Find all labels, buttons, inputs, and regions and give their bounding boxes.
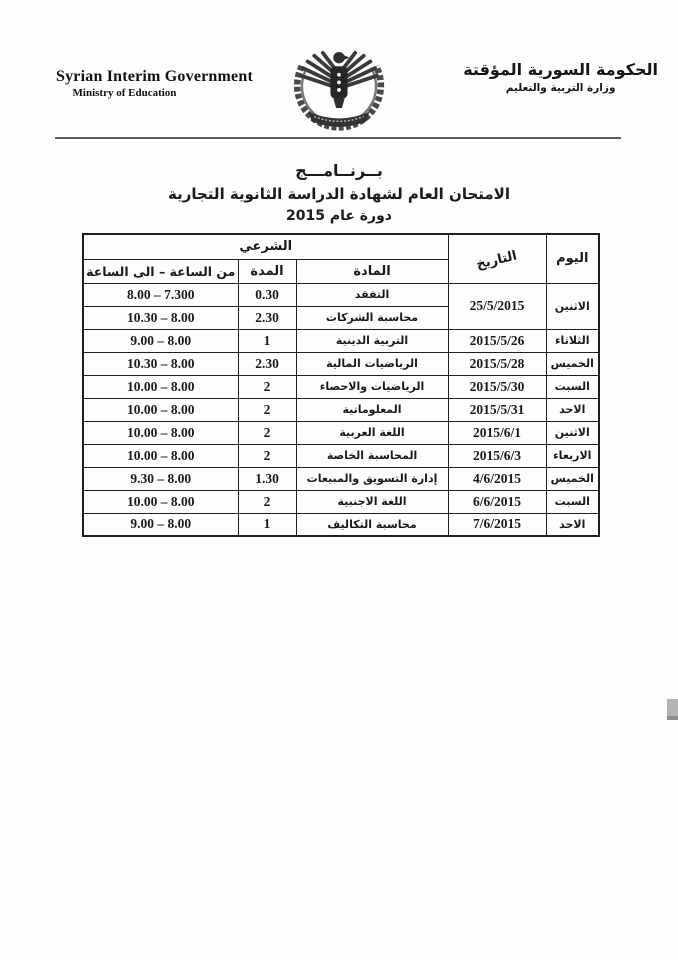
date-cell: 2015/5/30 (448, 375, 546, 398)
day-cell: الثلاثاء (546, 329, 599, 352)
subject-cell: المعلوماتية (296, 398, 448, 421)
table-row (83, 467, 599, 490)
day-cell: الاثنين (546, 421, 599, 444)
duration-cell: 2 (238, 375, 296, 398)
table-row (83, 513, 599, 536)
duration-cell: 1.30 (238, 467, 296, 490)
date-cell: 2015/6/3 (448, 444, 546, 467)
date-cell: 7/6/2015 (448, 513, 546, 536)
letterhead (0, 40, 678, 138)
day-cell: الاربعاء (546, 444, 599, 467)
ministry-name-arabic: وزارة التربية والتعليم (505, 82, 616, 94)
subject-cell: المحاسبة الخاصة (296, 444, 448, 467)
table-row (83, 398, 599, 421)
date-cell: 25/5/2015 (448, 283, 546, 329)
time-cell: 10.00 – 8.00 (83, 444, 238, 467)
table-row (83, 421, 599, 444)
letterhead-arabic (463, 60, 658, 94)
table-row (83, 490, 599, 513)
subject-cell: اللغة الاجنبية (296, 490, 448, 513)
subject-cell: التربية الدينية (296, 329, 448, 352)
subject-cell: اللغة العربية (296, 421, 448, 444)
subject-cell: التفقد (296, 283, 448, 306)
col-header-day: اليوم (546, 234, 599, 283)
duration-cell: 2.30 (238, 306, 296, 329)
duration-cell: 2.30 (238, 352, 296, 375)
day-cell: الخميس (546, 467, 599, 490)
day-cell: السبت (546, 375, 599, 398)
duration-cell: 1 (238, 329, 296, 352)
time-cell: 10.00 – 8.00 (83, 375, 238, 398)
date-cell: 2015/5/28 (448, 352, 546, 375)
subject-cell: الرياضيات المالية (296, 352, 448, 375)
table-row (83, 283, 599, 306)
time-cell: 10.30 – 8.00 (83, 352, 238, 375)
duration-cell: 1 (238, 513, 296, 536)
gov-name-english: Syrian Interim Government (56, 68, 253, 85)
time-cell: 10.00 – 8.00 (83, 421, 238, 444)
date-cell: 2015/5/26 (448, 329, 546, 352)
table-row (83, 329, 599, 352)
col-header-date: التاريخ (448, 234, 546, 283)
date-cell: 4/6/2015 (448, 467, 546, 490)
time-cell: 8.00 – 7.300 (83, 283, 238, 306)
subject-cell: إدارة التسويق والمبيعات (296, 467, 448, 490)
exam-schedule-table (82, 233, 600, 537)
day-cell: السبت (546, 490, 599, 513)
col-header-subject: المادة (296, 259, 448, 283)
program-title: بــرنــامـــج (295, 161, 383, 180)
date-cell: 6/6/2015 (448, 490, 546, 513)
duration-cell: 2 (238, 421, 296, 444)
day-cell: الاحد (546, 513, 599, 536)
duration-cell: 0.30 (238, 283, 296, 306)
session-year: دورة عام 2015 (285, 208, 392, 224)
letterhead-english (56, 68, 253, 99)
subject-cell: محاسبة التكاليف (296, 513, 448, 536)
ministry-name-english: Ministry of Education (72, 87, 177, 99)
date-cell: 2015/5/31 (448, 398, 546, 421)
title-block (0, 161, 678, 224)
exam-title: الامتحان العام لشهادة الدراسة الثانوية التجارية (168, 185, 510, 203)
scan-artifact (667, 699, 678, 720)
time-cell: 10.30 – 8.00 (83, 306, 238, 329)
day-cell: الاثنين (546, 283, 599, 329)
time-cell: 10.00 – 8.00 (83, 490, 238, 513)
day-cell: الخميس (546, 352, 599, 375)
duration-cell: 2 (238, 398, 296, 421)
time-cell: 9.30 – 8.00 (83, 467, 238, 490)
col-header-time: من الساعة – الى الساعة (83, 259, 238, 283)
subject-cell: محاسبة الشركات (296, 306, 448, 329)
date-cell: 2015/6/1 (448, 421, 546, 444)
col-header-duration: المدة (238, 259, 296, 283)
table-row (83, 375, 599, 398)
table-row (83, 352, 599, 375)
table-row (83, 444, 599, 467)
time-cell: 10.00 – 8.00 (83, 398, 238, 421)
letterhead-divider (55, 137, 621, 139)
duration-cell: 2 (238, 490, 296, 513)
day-cell: الاحد (546, 398, 599, 421)
duration-cell: 2 (238, 444, 296, 467)
subject-cell: الرياضيات والاحصاء (296, 375, 448, 398)
span-header: الشرعي (83, 234, 448, 259)
syrian-eagle-emblem-icon (282, 40, 396, 138)
time-cell: 9.00 – 8.00 (83, 329, 238, 352)
gov-name-arabic: الحكومة السورية المؤقتة (463, 60, 658, 79)
time-cell: 9.00 – 8.00 (83, 513, 238, 536)
